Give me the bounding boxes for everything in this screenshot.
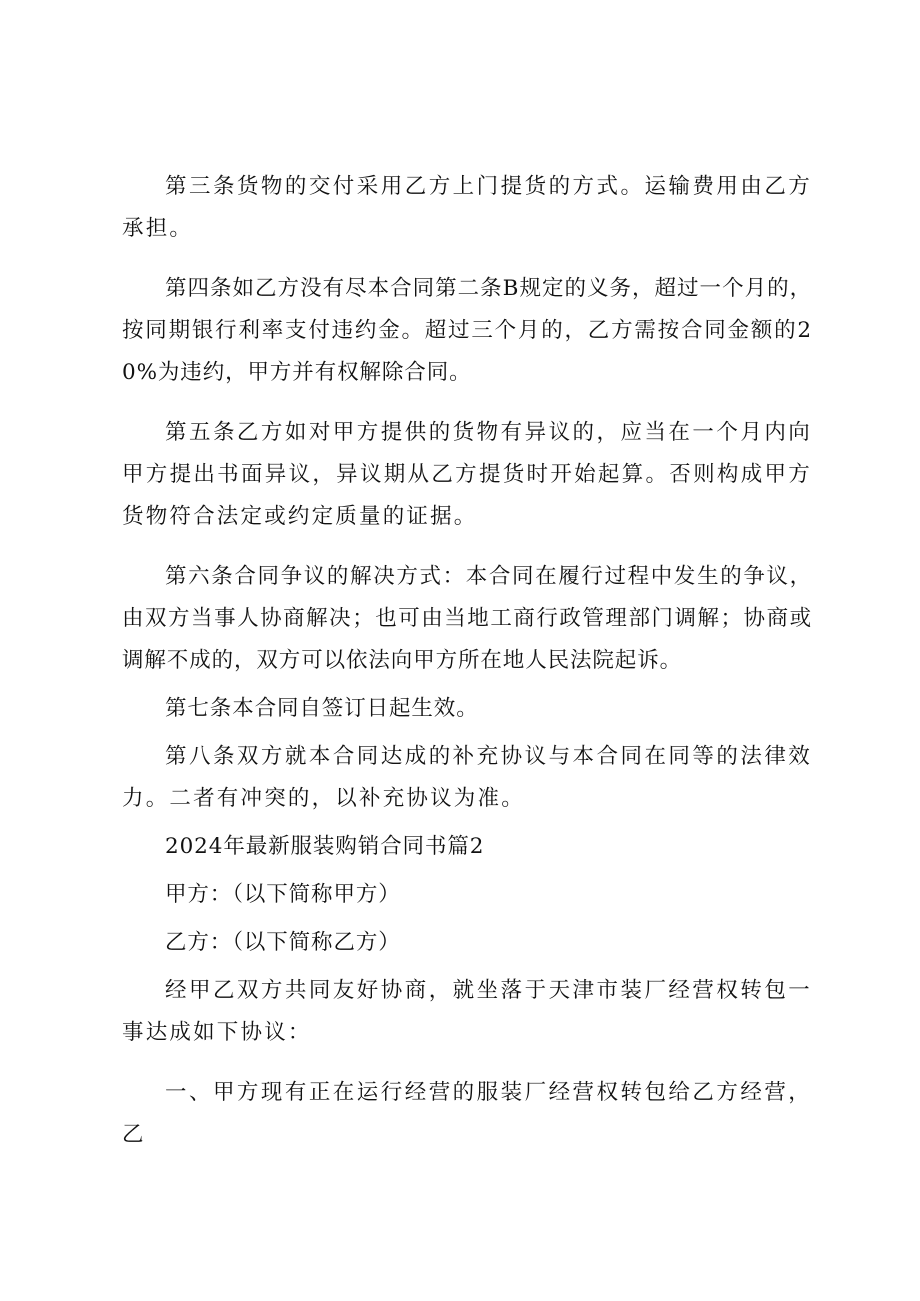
article-5-paragraph: 第五条乙方如对甲方提供的货物有异议的，应当在一个月内向甲方提出书面异议，异议期从乙方提货时开始起算。否则构成甲方货物符合法定或约定质量的证据。 — [122, 420, 812, 529]
clause-1-paragraph: 一、甲方现有正在运行经营的服装厂经营权转包给乙方经营，乙 — [122, 1080, 812, 1147]
section-heading: 2024年最新服装购销合同书篇2 — [165, 834, 485, 859]
document-body — [122, 166, 812, 1156]
article-4-paragraph: 第四条如乙方没有尽本合同第二条B规定的义务，超过一个月的，按同期银行利率支付违约金。超过三个月的，乙方需按合同金额的20%为违约，甲方并有权解除合同。 — [122, 276, 812, 385]
article-6-paragraph: 第六条合同争议的解决方式：本合同在履行过程中发生的争议，由双方当事人协商解决；也可由当地工商行政管理部门调解；协商或调解不成的，双方可以依法向甲方所在地人民法院起诉。 — [122, 564, 812, 673]
article-8-paragraph: 第八条双方就本合同达成的补充协议与本合同在同等的法律效力。二者有冲突的，以补充协议为准。 — [122, 744, 812, 811]
article-3-paragraph: 第三条货物的交付采用乙方上门提货的方式。运输费用由乙方承担。 — [122, 174, 812, 241]
party-a-line: 甲方：（以下简称甲方） — [165, 882, 401, 907]
agreement-intro-paragraph: 经甲乙双方共同友好协商，就坐落于天津市装厂经营权转包一事达成如下协议： — [122, 978, 812, 1045]
article-7-paragraph: 第七条本合同自签订日起生效。 — [165, 696, 479, 721]
party-b-line: 乙方：（以下简称乙方） — [165, 930, 401, 955]
